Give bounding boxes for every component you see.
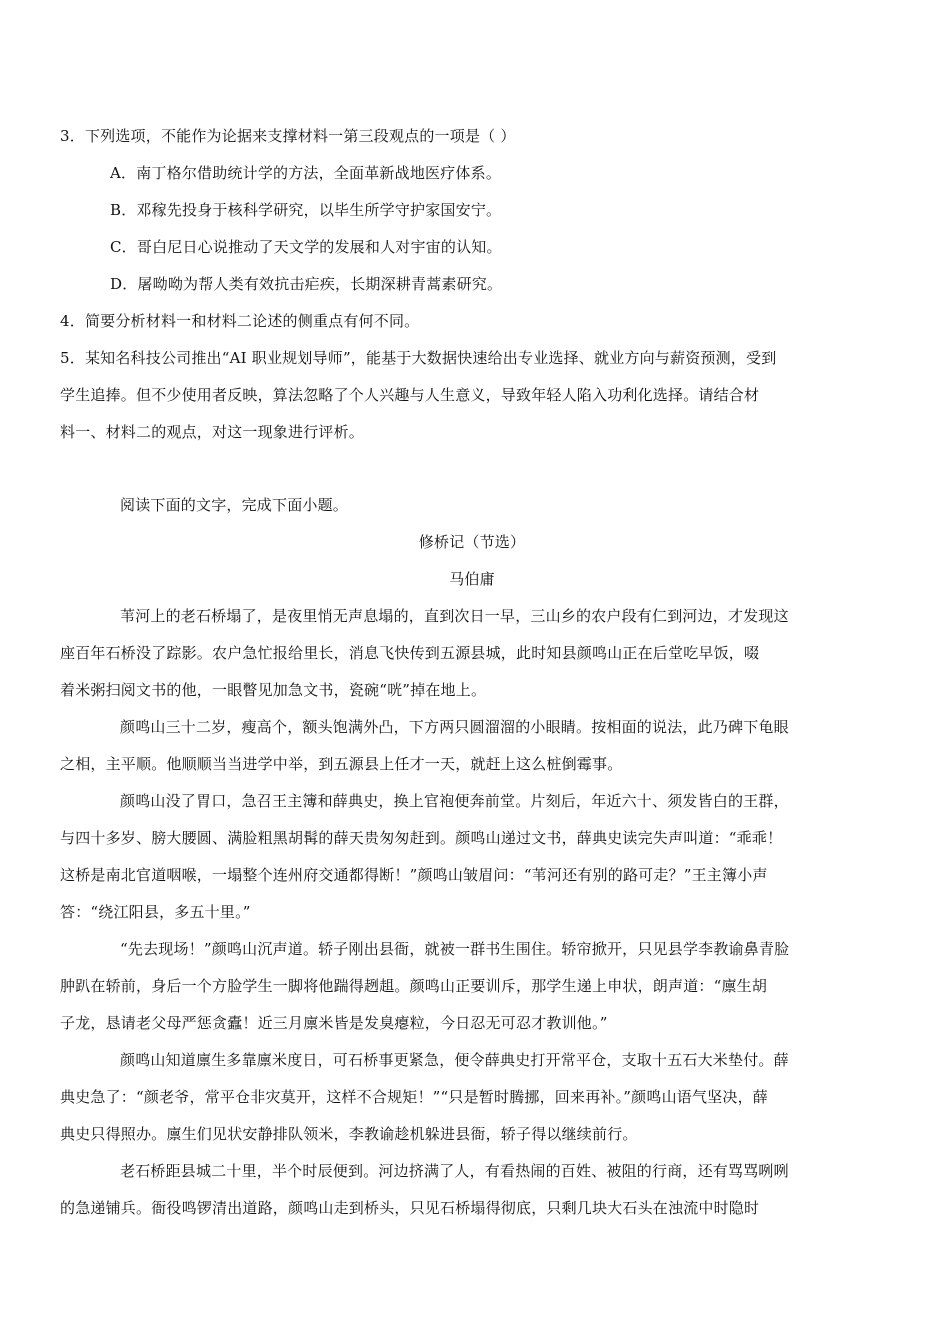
paragraph-1 [60,598,884,709]
question-3-stem: 3．下列选项，不能作为论据来支撑材料一第三段观点的一项是（ ） [60,127,516,145]
paragraph-line: 典史只得照办。廪生们见状安静排队领米，李教谕趁机躲进县衙，轿子得以继续前行。 [60,1125,638,1143]
question-4-stem: 4．简要分析材料一和材料二论述的侧重点有何不同。 [60,312,420,330]
paragraph-4 [60,931,884,1042]
paragraph-line: 颜鸣山没了胃口，急召王主簿和薛典史，换上官袍便奔前堂。片刻后，年近六十、须发皆白的王群， [120,792,789,810]
paragraph-line: 典史急了：“颜老爷，常平仓非灾莫开，这样不合规矩！”“只是暂时腾挪，回来再补。”颜鸣山语气坚决，薛 [60,1088,768,1106]
question-3-option-a: A．南丁格尔借助统计学的方法，全面革新战地医疗体系。 [110,164,502,182]
question-3-option-d: D．屠呦呦为帮人类有效抗击疟疾，长期深耕青蒿素研究。 [110,275,503,293]
question-3-option-b: B．邓稼先投身于核科学研究，以毕生所学守护家国安宁。 [110,201,502,219]
paragraph-line: 颜鸣山知道廪生多靠廪米度日，可石桥事更紧急，便令薛典史打开常平仓，支取十五石大米垫付。薛 [120,1051,789,1069]
paragraph-3 [60,783,884,931]
section-gap [60,451,884,487]
reading-author: 马伯庸 [449,570,495,588]
paragraph-6 [60,1153,884,1227]
paragraph-line: 着米粥扫阅文书的他，一眼瞥见加急文书，瓷碗“咣”掉在地上。 [60,681,487,699]
reading-instruction: 阅读下面的文字，完成下面小题。 [120,496,349,514]
paragraph-line: 答：“绕江阳县，多五十里。” [60,903,251,921]
paragraph-line: 之相，主平顺。他顺顺当当进学中举，到五源县上任才一天，就赶上这么桩倒霉事。 [60,755,623,773]
question-3-option-c: C．哥白尼日心说推动了天文学的发展和人对宇宙的认知。 [110,238,502,256]
question-5 [60,340,884,451]
paragraph-line: 颜鸣山三十二岁，瘦高个，额头饱满外凸，下方两只圆溜溜的小眼睛。按相面的说法，此乃碑下龟眼 [120,718,789,736]
paragraph-5 [60,1042,884,1153]
document-page [60,118,884,1227]
paragraph-line: 的急递铺兵。衙役鸣锣清出道路，颜鸣山走到桥头，只见石桥塌得彻底，只剩几块大石头在浊流中时隐时 [60,1199,760,1217]
question-5-line: 学生追捧。但不少使用者反映，算法忽略了个人兴趣与人生意义，导致年轻人陷入功利化选择。请结合材 [60,386,760,404]
paragraph-line: 肿趴在轿前，身后一个方脸学生一脚将他踹得趔趄。颜鸣山正要训斥，那学生递上申状，朗声道：“廪生胡 [60,977,768,995]
paragraph-line: 子龙，恳请老父母严惩贪蠹！近三月廪米皆是发臭瘪粒，今日忍无可忍才教训他。” [60,1014,608,1032]
question-5-line: 料一、材料二的观点，对这一现象进行评析。 [60,423,365,441]
paragraph-2 [60,709,884,783]
paragraph-line: 老石桥距县城二十里，半个时辰便到。河边挤满了人，有看热闹的百姓、被阻的行商，还有骂骂咧咧 [120,1162,789,1180]
question-5-line: 5．某知名科技公司推出“AI 职业规划导师”，能基于大数据快速给出专业选择、就业方向与薪资预测，受到 [60,349,777,367]
paragraph-line: 座百年石桥没了踪影。农户急忙报给里长，消息飞快传到五源县城，此时知县颜鸣山正在后堂吃早饭，啜 [60,644,760,662]
paragraph-line: 与四十多岁、膀大腰圆、满脸粗黑胡髯的薛天贵匆匆赶到。颜鸣山递过文书，薛典史读完失声叫道：“乖乖！ [60,829,783,847]
paragraph-line: 苇河上的老石桥塌了，是夜里悄无声息塌的，直到次日一早，三山乡的农户段有仁到河边，才发现这 [120,607,789,625]
paragraph-line: 这桥是南北官道咽喉，一塌整个连州府交通都得断！”颜鸣山皱眉问：“苇河还有别的路可走？”王主簿小声 [60,866,768,884]
reading-title: 修桥记（节选） [418,533,526,551]
paragraph-line: “先去现场！”颜鸣山沉声道。轿子刚出县衙，就被一群书生围住。轿帘掀开，只见县学李教谕鼻青脸 [120,940,790,958]
